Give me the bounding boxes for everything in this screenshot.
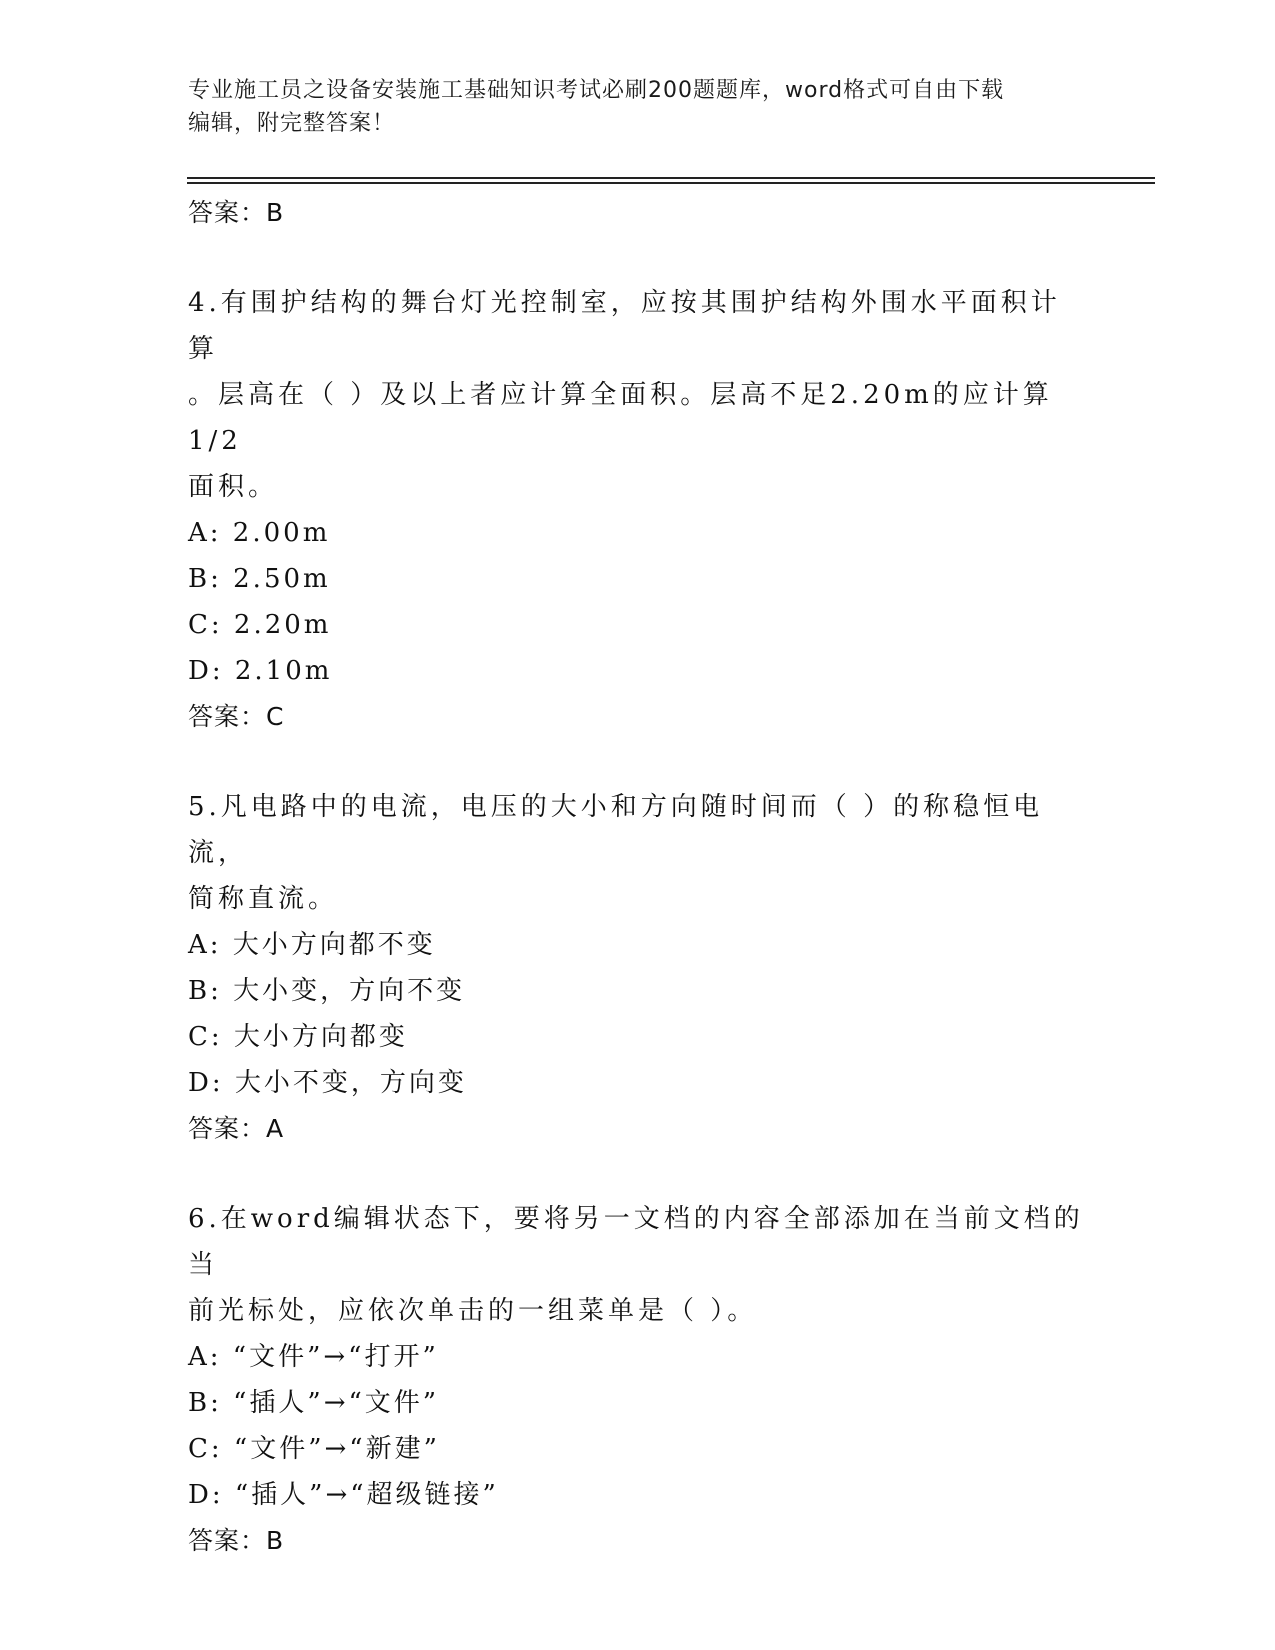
option-d: D: 大小不变，方向变 bbox=[188, 1068, 467, 1098]
option-d: D: “插人”→“超级链接” bbox=[188, 1480, 499, 1510]
question-block bbox=[188, 280, 1088, 739]
question-line: 简称直流。 bbox=[188, 884, 339, 914]
option-a: A: 大小方向都不变 bbox=[188, 930, 436, 960]
question-line: 5.凡电路中的电流，电压的大小和方向随时间而（ ）的称稳恒电流， bbox=[188, 792, 1044, 868]
answer-line: 答案：A bbox=[188, 1114, 285, 1143]
document-body bbox=[188, 190, 1088, 1563]
question-block bbox=[188, 1196, 1088, 1563]
option-d: D: 2.10m bbox=[188, 656, 333, 686]
spacer bbox=[188, 1151, 1088, 1196]
option-a: A: “文件”→“打开” bbox=[188, 1342, 439, 1372]
question-block bbox=[188, 784, 1088, 1151]
option-b: B: “插人”→“文件” bbox=[188, 1388, 440, 1418]
option-b: B: 2.50m bbox=[188, 564, 331, 594]
option-b: B: 大小变，方向不变 bbox=[188, 976, 466, 1006]
option-a: A: 2.00m bbox=[188, 518, 331, 548]
question-line: 6.在word编辑状态下，要将另一文档的内容全部添加在当前文档的当 bbox=[188, 1204, 1084, 1280]
answer-line: 答案：B bbox=[188, 1526, 285, 1555]
header-line-1: 专业施工员之设备安装施工基础知识考试必刷200题题库，word格式可自由下载 bbox=[188, 78, 1005, 103]
header-rule-bottom bbox=[187, 182, 1155, 184]
header-line-2: 编辑，附完整答案！ bbox=[188, 111, 396, 136]
spacer bbox=[188, 739, 1088, 784]
question-line: 4.有围护结构的舞台灯光控制室，应按其围护结构外围水平面积计算 bbox=[188, 288, 1061, 364]
option-c: C: 2.20m bbox=[188, 610, 332, 640]
question-line: 面积。 bbox=[188, 472, 279, 502]
answer-line: 答案：C bbox=[188, 702, 285, 731]
option-c: C: 大小方向都变 bbox=[188, 1022, 408, 1052]
question-line: 。层高在（ ）及以上者应计算全面积。层高不足2.20m的应计算1/2 bbox=[188, 380, 1053, 456]
option-c: C: “文件”→“新建” bbox=[188, 1434, 440, 1464]
question-line: 前光标处，应依次单击的一组菜单是（ ）。 bbox=[188, 1296, 758, 1326]
header-rule-top bbox=[187, 177, 1155, 179]
document-header bbox=[188, 74, 1088, 140]
answer-line: 答案：B bbox=[188, 198, 285, 227]
spacer bbox=[188, 235, 1088, 280]
